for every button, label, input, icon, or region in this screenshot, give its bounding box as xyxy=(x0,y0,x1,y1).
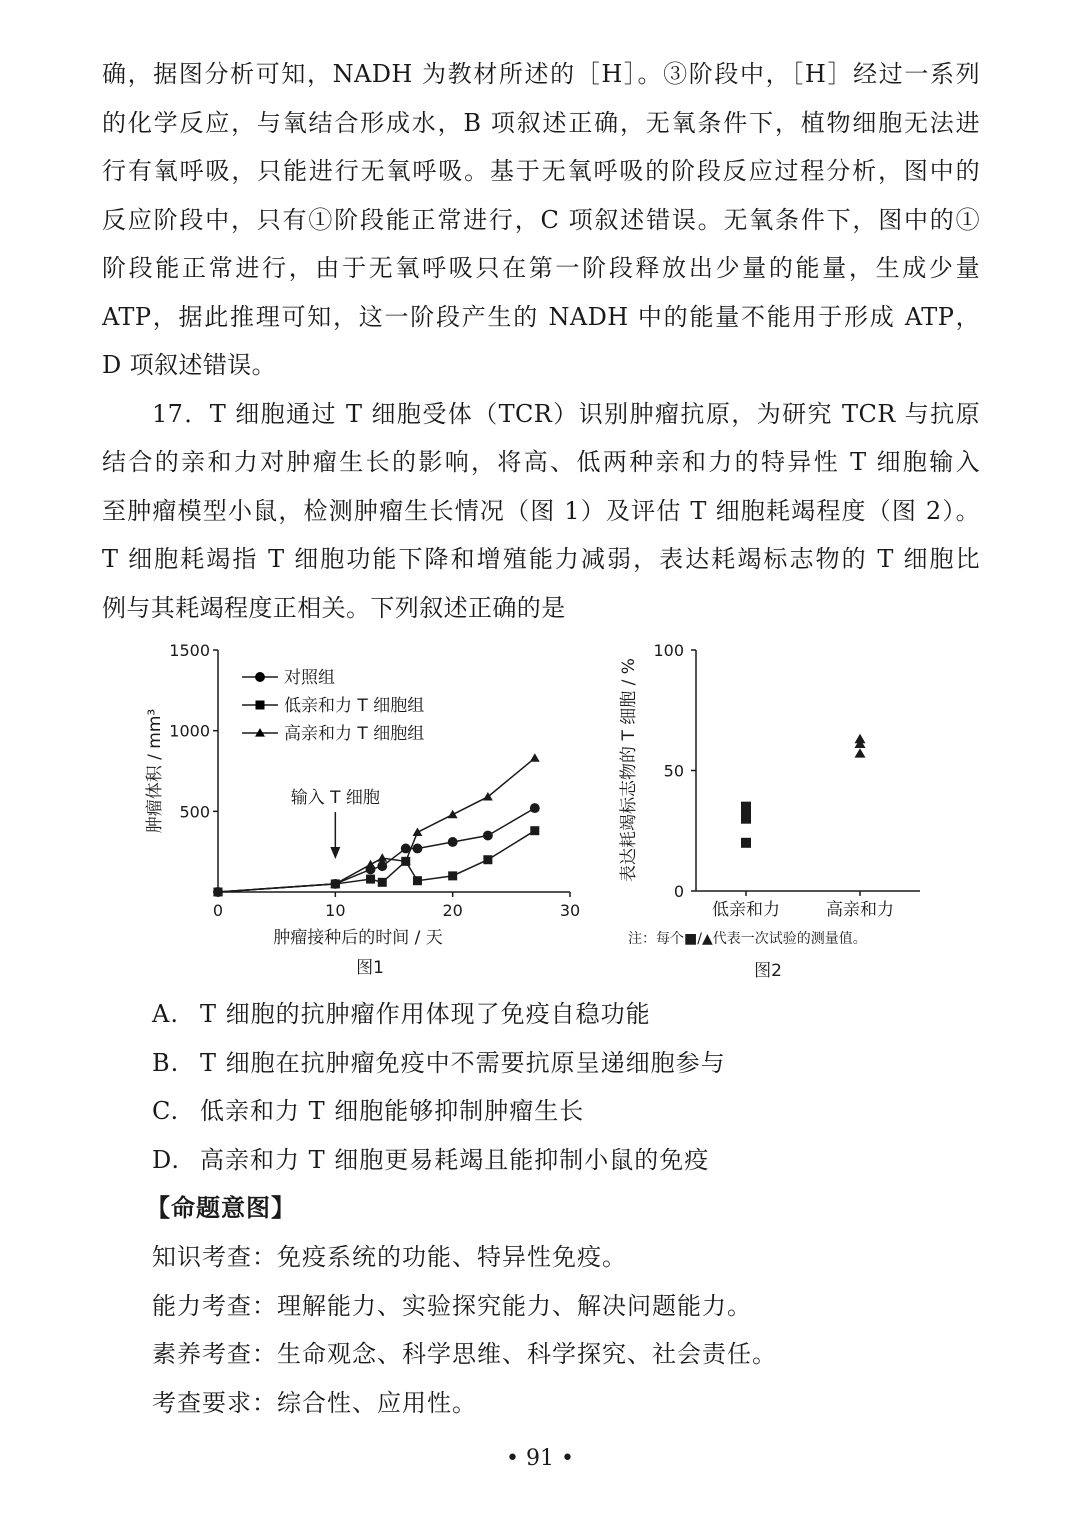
figure-1-caption: 图1 xyxy=(356,958,384,978)
intent-requirement: 考查要求：综合性、应用性。 xyxy=(152,1389,477,1417)
y-tick-label: 50 xyxy=(663,761,684,781)
question-line-1: 17．T 细胞通过 T 细胞受体（TCR）识别肿瘤抗原，为研究 TCR 与抗原 xyxy=(152,400,980,428)
x-tick-label: 低亲和力 xyxy=(712,900,780,920)
y-axis-label: 肿瘤体积 / mm³ xyxy=(145,708,165,834)
answer-line-2: 的化学反应，与氧结合形成水，B 项叙述正确，无氧条件下，植物细胞无法进 xyxy=(102,109,980,137)
y-tick-label: 0 xyxy=(673,882,684,901)
x-tick-label: 30 xyxy=(559,901,581,920)
data-point-circle xyxy=(483,831,493,841)
y-tick-label: 1000 xyxy=(169,721,210,741)
y-tick-label: 1500 xyxy=(169,641,210,660)
x-tick-label: 高亲和力 xyxy=(826,900,894,920)
figure-2-scatter-chart xyxy=(610,630,970,990)
legend-marker-square xyxy=(256,701,265,710)
question-line-5: 例与其耗竭程度正相关。下列叙述正确的是 xyxy=(102,594,566,622)
data-point-square xyxy=(413,876,422,885)
intent-ability: 能力考查：理解能力、实验探究能力、解决问题能力。 xyxy=(152,1292,752,1320)
option-b xyxy=(152,1049,726,1077)
intent-literacy: 素养考查：生命观念、科学思维、科学探究、社会责任。 xyxy=(152,1340,777,1368)
legend-label: 高亲和力 T 细胞组 xyxy=(284,724,425,744)
option-label: C. xyxy=(152,1097,180,1125)
page-number: • 91 • xyxy=(506,1446,574,1471)
answer-line-6: ATP，据此推理可知，这一阶段产生的 NADH 中的能量不能用于形成 ATP， xyxy=(102,303,980,331)
option-text: 高亲和力 T 细胞更易耗竭且能抑制小鼠的免疫 xyxy=(200,1146,710,1174)
answer-line-3: 行有氧呼吸，只能进行无氧呼吸。基于无氧呼吸的阶段反应过程分析，图中的 xyxy=(102,157,980,185)
data-point-square xyxy=(741,814,751,824)
y-tick-label: 100 xyxy=(653,641,684,660)
question-line-3: 至肿瘤模型小鼠，检测肿瘤生长情况（图 1）及评估 T 细胞耗竭程度（图 2）。 xyxy=(102,497,980,525)
option-label: D. xyxy=(152,1146,181,1174)
figure-2-note: 注：每个■/▲代表一次试验的测量值。 xyxy=(628,931,867,947)
data-point-triangle xyxy=(377,853,387,862)
data-point-circle xyxy=(530,803,540,813)
data-point-square xyxy=(448,871,457,880)
data-point-circle xyxy=(448,837,458,847)
data-point-circle xyxy=(413,843,423,853)
intent-knowledge: 知识考查：免疫系统的功能、特异性免疫。 xyxy=(152,1243,627,1271)
data-point-triangle xyxy=(448,810,458,819)
question-line-2: 结合的亲和力对肿瘤生长的影响，将高、低两种亲和力的特异性 T 细胞输入 xyxy=(102,448,980,476)
data-point-square xyxy=(530,826,539,835)
annotation-input-t-cells: 输入 T 细胞 xyxy=(290,788,380,808)
data-point-circle xyxy=(401,843,411,853)
option-d xyxy=(152,1146,709,1174)
question-line-4: T 细胞耗竭指 T 细胞功能下降和增殖能力减弱，表达耗竭标志物的 T 细胞比 xyxy=(102,545,980,573)
figure-2-caption: 图2 xyxy=(754,961,782,981)
y-tick-label: 500 xyxy=(179,802,210,822)
option-label: B. xyxy=(152,1049,180,1077)
answer-line-7: D 项叙述错误。 xyxy=(102,351,277,379)
series-line-circle xyxy=(218,808,535,892)
data-point-triangle xyxy=(366,860,376,869)
legend-label: 低亲和力 T 细胞组 xyxy=(284,696,425,716)
answer-line-5: 阶段能正常进行，由于无氧呼吸只在第一阶段释放出少量的能量，生成少量 xyxy=(102,254,980,282)
y-axis-label: 表达耗竭标志物的 T 细胞 / % xyxy=(619,658,639,882)
x-axis-label: 肿瘤接种后的时间 / 天 xyxy=(273,928,443,948)
option-text: T 细胞的抗肿瘤作用体现了免疫自稳功能 xyxy=(200,1000,651,1028)
legend-label: 对照组 xyxy=(284,668,335,688)
option-text: T 细胞在抗肿瘤免疫中不需要抗原呈递细胞参与 xyxy=(200,1049,726,1077)
data-point-triangle xyxy=(530,753,540,762)
data-point-triangle xyxy=(413,827,423,836)
option-a xyxy=(152,1000,651,1028)
data-point-square xyxy=(483,855,492,864)
data-point-triangle xyxy=(855,739,866,748)
annotation-arrowhead xyxy=(330,847,340,859)
x-tick-label: 10 xyxy=(325,901,346,920)
data-point-circle xyxy=(377,861,387,871)
series-line-triangle xyxy=(218,758,535,892)
x-tick-label: 0 xyxy=(212,901,224,920)
answer-line-4: 反应阶段中，只有①阶段能正常进行，C 项叙述错误。无氧条件下，图中的① xyxy=(102,206,980,234)
data-point-square xyxy=(366,875,375,884)
option-label: A. xyxy=(152,1000,179,1028)
x-tick-label: 20 xyxy=(442,901,463,920)
intent-heading: 【命题意图】 xyxy=(146,1194,296,1222)
data-point-square xyxy=(378,878,387,887)
option-c xyxy=(152,1097,584,1125)
answer-line-1: 确，据图分析可知，NADH 为教材所述的［H］。③阶段中，［H］经过一系列 xyxy=(102,60,980,88)
legend-marker-circle xyxy=(255,672,265,682)
data-point-triangle xyxy=(855,748,866,757)
option-text: 低亲和力 T 细胞能够抑制肿瘤生长 xyxy=(200,1097,585,1125)
figure-1-line-chart xyxy=(130,630,600,990)
data-point-square xyxy=(741,838,751,848)
